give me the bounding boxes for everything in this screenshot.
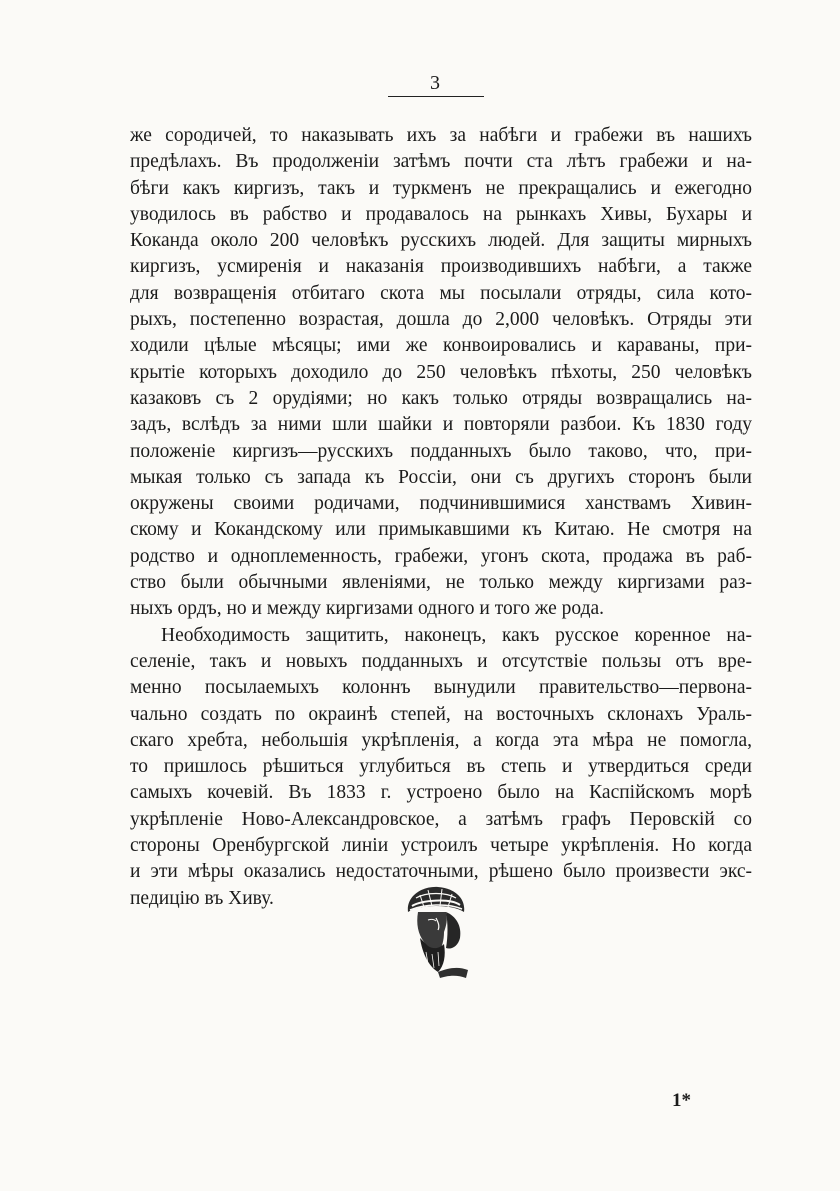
- text-line: мыкая только съ запада къ Россіи, они съ другихъ сторонъ были: [130, 466, 752, 488]
- text-line: менно посылаемыхъ колоннъ вынудили правительство—первона-: [130, 677, 752, 699]
- text-line: педицію въ Хиву.: [130, 887, 274, 909]
- text-line: стороны Оренбургской линіи устроилъ четыре укрѣпленія. Но когда: [130, 835, 752, 857]
- text-line: Коканда около 200 человѣкъ русскихъ людей. Для защиты мирныхъ: [130, 230, 752, 252]
- text-line: ныхъ ордъ, но и между киргизами одного и того же рода.: [130, 598, 605, 620]
- text-line: и эти мѣры оказались недостаточными, рѣшено было произвести экс-: [130, 861, 752, 883]
- paragraph-1: [130, 123, 752, 623]
- page-number: 3: [430, 72, 440, 94]
- signature-mark: 1*: [672, 1090, 691, 1111]
- paragraph-2: [130, 623, 752, 912]
- text-line: для возвращенія отбитаго скота мы посылали отряды, сила кото-: [130, 282, 752, 304]
- text-line: селеніе, такъ и новыхъ подданныхъ и отсутствіе пользы отъ вре-: [130, 650, 752, 672]
- text-line: рыхъ, постепенно возрастая, дошла до 2,000 человѣкъ. Отряды эти: [130, 309, 752, 331]
- text-line: скаго хребта, небольшія укрѣпленія, а когда эта мѣра не помогла,: [130, 729, 752, 751]
- text-line: киргизъ, усмиренія и наказанія производившихъ набѣги, а также: [130, 256, 752, 278]
- text-line: крытіе которыхъ доходило до 250 человѣкъ пѣхоты, 250 человѣкъ: [130, 361, 752, 383]
- body-text: [130, 123, 752, 912]
- text-line: же сородичей, то наказывать ихъ за набѣги и грабежи въ нашихъ: [130, 125, 752, 146]
- text-line: ство были обычными явленіями, не только между киргизами раз-: [130, 572, 752, 594]
- text-line: бѣги какъ киргизъ, такъ и туркменъ не прекращались и ежегодно: [130, 177, 752, 199]
- text-line: скому и Кокандскому или примыкавшими къ Китаю. Не смотря на: [130, 519, 752, 541]
- header-rule: [388, 96, 484, 97]
- text-line: Необходимость защитить, наконецъ, какъ русское коренное на-: [161, 624, 752, 646]
- turbaned-head-vignette-icon: [398, 882, 472, 982]
- text-line: самыхъ кочевій. Въ 1833 г. устроено было на Каспійскомъ морѣ: [130, 782, 752, 804]
- text-line: укрѣпленіе Ново-Александровское, а затѣмъ графъ Перовскій со: [130, 808, 752, 830]
- text-line: окружены своими родичами, подчинившимися ханствамъ Хивин-: [130, 493, 752, 515]
- text-line: предѣлахъ. Въ продолженіи затѣмъ почти ста лѣтъ грабежи и на-: [130, 151, 752, 173]
- text-line: уводилось въ рабство и продавалось на рынкахъ Хивы, Бухары и: [130, 203, 752, 225]
- text-line: ходили цѣлые мѣсяцы; ими же конвоировались и караваны, при-: [130, 335, 752, 357]
- text-line: казаковъ съ 2 орудіями; но какъ только отряды возвращались на-: [130, 387, 752, 409]
- text-line: положеніе киргизъ—русскихъ подданныхъ было таково, что, при-: [130, 440, 752, 462]
- text-line: задъ, вслѣдъ за ними шли шайки и повторяли разбои. Къ 1830 году: [130, 414, 752, 436]
- text-line: родство и одноплеменность, грабежи, угонъ скота, продажа въ раб-: [130, 545, 752, 567]
- text-line: то пришлось рѣшиться углубиться въ степь и утвердиться среди: [130, 756, 752, 778]
- text-line: чально создать по окраинѣ степей, на восточныхъ склонахъ Ураль-: [130, 703, 752, 725]
